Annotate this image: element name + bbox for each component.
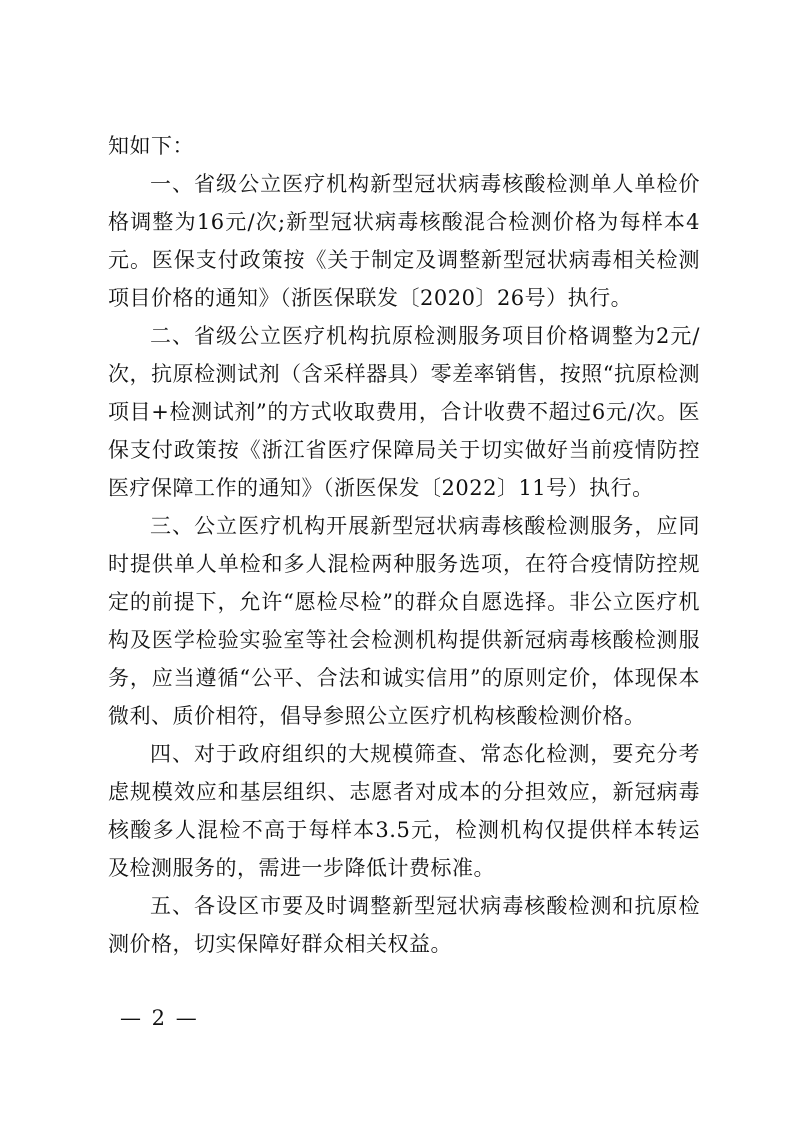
paragraph-4: 四、对于政府组织的大规模筛查、常态化检测，要充分考虑规模效应和基层组织、志愿者对成本的分担效应，新冠病毒核酸多人混检不高于每样本3.5元，检测机构仅提供样本转运及检测服务的，需进一步降低计费标准。 — [108, 742, 700, 880]
lead-text: 知如下： — [108, 134, 194, 158]
paragraph-5: 五、各设区市要及时调整新型冠状病毒核酸检测和抗原检测价格，切实保障好群众相关权益。 — [108, 894, 700, 956]
document-body — [108, 127, 700, 963]
paragraph-2: 二、省级公立医疗机构抗原检测服务项目价格调整为2元/次，抗原检测试剂（含采样器具）零差率销售，按照“抗原检测项目+检测试剂”的方式收取费用，合计收费不超过6元/次。医保支付政策按《浙江省医疗保障局关于切实做好当前疫情防控医疗保障工作的通知》（浙医保发〔2022〕11号）执行。 — [108, 324, 700, 500]
page-number: — 2 — — [120, 1006, 199, 1030]
paragraph-3: 三、公立医疗机构开展新型冠状病毒核酸检测服务，应同时提供单人单检和多人混检两种服务选项，在符合疫情防控规定的前提下，允许“愿检尽检”的群众自愿选择。非公立医疗机构及医学检验实验室等社会检测机构提供新冠病毒核酸检测服务，应当遵循“公平、合法和诚实信用”的原则定价，体现保本微利、质价相符，倡导参照公立医疗机构核酸检测价格。 — [108, 514, 700, 728]
paragraph-1: 一、省级公立医疗机构新型冠状病毒核酸检测单人单检价格调整为16元/次;新型冠状病毒核酸混合检测价格为每样本4元。医保支付政策按《关于制定及调整新型冠状病毒相关检测项目价格的通知》（浙医保联发〔2020〕26号）执行。 — [108, 172, 700, 310]
